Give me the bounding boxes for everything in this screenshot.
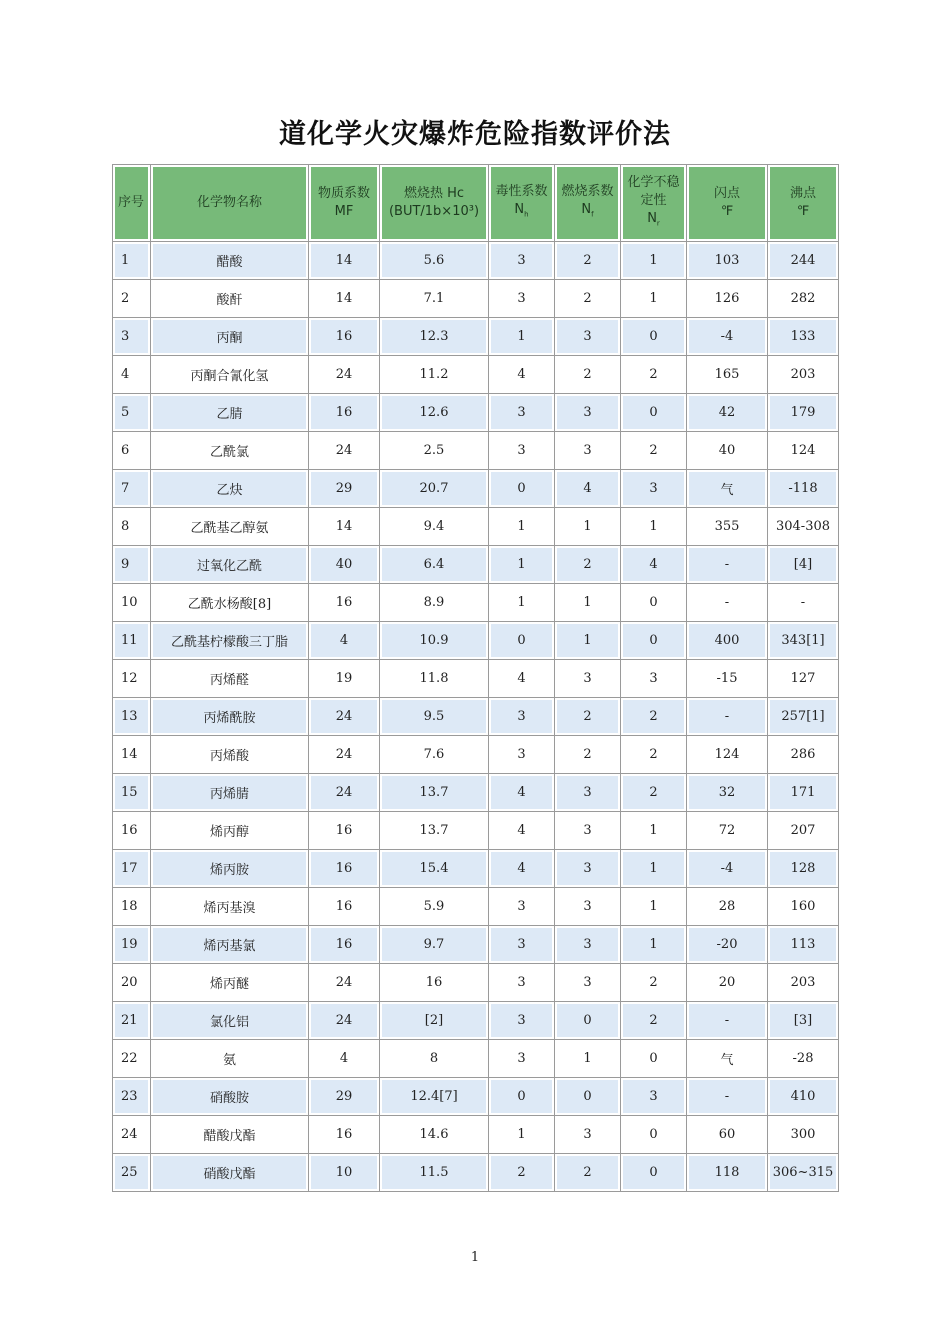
table-cell: 24 [309,774,380,812]
table-cell: 乙酰基柠檬酸三丁脂 [151,622,309,660]
table-cell: 丙烯酰胺 [151,698,309,736]
table-row [113,698,839,736]
column-header [555,165,621,242]
table-row [113,1078,839,1116]
table-cell: 203 [768,964,839,1002]
table-cell: 24 [309,964,380,1002]
table-row [113,926,839,964]
table-cell: 410 [768,1078,839,1116]
table-cell: 133 [768,318,839,356]
table-cell: - [687,1002,768,1040]
table-cell: 28 [687,888,768,926]
table-cell: 2 [555,546,621,584]
column-header [113,165,151,242]
table-cell: 2 [555,242,621,280]
table-cell: 4 [309,1040,380,1078]
table-cell: 3 [555,812,621,850]
table-cell: 3 [489,736,555,774]
table-cell: 3 [555,774,621,812]
table-header-row [113,165,839,242]
table-cell: 16 [380,964,489,1002]
table-cell: 9.7 [380,926,489,964]
table-cell: 6.4 [380,546,489,584]
table-cell: - [687,698,768,736]
table-cell: 3 [489,1040,555,1078]
table-cell: 124 [768,432,839,470]
table-cell: 3 [489,432,555,470]
table-cell: 硝酸戊酯 [151,1154,309,1192]
table-cell: 2 [621,432,687,470]
table-row [113,394,839,432]
table-cell: 19 [113,926,151,964]
table-cell: [4] [768,546,839,584]
table-cell: 11 [113,622,151,660]
table-cell: 0 [621,394,687,432]
table-cell: 355 [687,508,768,546]
table-cell: 2 [555,1154,621,1192]
table-cell: 24 [113,1116,151,1154]
table-cell: 24 [309,432,380,470]
table-cell: 16 [309,394,380,432]
table-cell: 3 [555,850,621,888]
table-cell: 2 [621,698,687,736]
table-cell: 14 [309,280,380,318]
column-header [687,165,768,242]
table-cell: 9.5 [380,698,489,736]
table-cell: - [687,584,768,622]
column-header [309,165,380,242]
table-row [113,242,839,280]
table-cell: 24 [309,736,380,774]
table-cell: 1 [621,242,687,280]
table-row [113,318,839,356]
table-cell: 343[1] [768,622,839,660]
table-cell: 16 [309,850,380,888]
table-cell: 0 [621,1116,687,1154]
table-cell: 42 [687,394,768,432]
column-header-line: 序号 [118,195,145,210]
table-cell: - [687,546,768,584]
table-cell: 2 [621,356,687,394]
table-cell: 7 [113,470,151,508]
table-cell: 16 [113,812,151,850]
table-cell: 207 [768,812,839,850]
table-cell: 0 [555,1078,621,1116]
table-cell: 3 [555,1116,621,1154]
table-cell: 过氧化乙酰 [151,546,309,584]
table-cell: 9.4 [380,508,489,546]
table-cell: 1 [555,584,621,622]
table-cell: 3 [489,242,555,280]
table-cell: 气 [687,470,768,508]
table-row [113,1002,839,1040]
table-cell: 2 [621,964,687,1002]
table-cell: 0 [621,1040,687,1078]
table-cell: 286 [768,736,839,774]
table-cell: 25 [113,1154,151,1192]
column-header [768,165,839,242]
table-cell: -15 [687,660,768,698]
table-cell: 3 [555,394,621,432]
table-cell: 4 [489,660,555,698]
table-row [113,1116,839,1154]
column-header-line: $N_f$ [581,201,594,219]
table-cell: 1 [489,318,555,356]
table-cell: 3 [489,698,555,736]
table-cell: -4 [687,850,768,888]
table-cell: 11.2 [380,356,489,394]
table-cell: 10 [113,584,151,622]
table-cell: 24 [309,698,380,736]
table-cell: 203 [768,356,839,394]
table-cell: 3 [489,1002,555,1040]
table-cell: 4 [113,356,151,394]
column-header-subscript: f [591,210,594,219]
table-cell: 乙酰水杨酸[8] [151,584,309,622]
column-header-line: ℉ [720,204,734,219]
column-header [489,165,555,242]
table-cell: 19 [309,660,380,698]
table-cell: 7.6 [380,736,489,774]
table-cell: 4 [309,622,380,660]
table-row [113,432,839,470]
table-cell: 1 [489,508,555,546]
table-cell: 16 [309,318,380,356]
table-cell: 24 [309,356,380,394]
table-cell: 16 [309,926,380,964]
table-cell: 165 [687,356,768,394]
column-header-subscript: r [656,219,660,228]
table-cell: 14 [309,508,380,546]
table-cell: 乙腈 [151,394,309,432]
table-cell: 20 [113,964,151,1002]
table-cell: 128 [768,850,839,888]
table-cell: 244 [768,242,839,280]
table-cell: 气 [687,1040,768,1078]
table-row [113,888,839,926]
table-row [113,584,839,622]
table-cell: 硝酸胺 [151,1078,309,1116]
column-header [621,165,687,242]
table-cell: 16 [309,1116,380,1154]
table-cell: 烯丙醚 [151,964,309,1002]
table-cell: 179 [768,394,839,432]
table-row [113,508,839,546]
table-cell: 2 [555,698,621,736]
table-cell: 5 [113,394,151,432]
table-cell: 2 [113,280,151,318]
table-cell: 2 [621,1002,687,1040]
table-cell: 0 [621,318,687,356]
table-cell: -4 [687,318,768,356]
table-row [113,736,839,774]
table-cell: 72 [687,812,768,850]
table-cell: 3 [621,470,687,508]
column-header-line: 化学不稳 [627,174,680,190]
table-cell: 氨 [151,1040,309,1078]
table-cell: 醋酸 [151,242,309,280]
table-cell: 12 [113,660,151,698]
table-cell: 15.4 [380,850,489,888]
table-cell: 17 [113,850,151,888]
table-cell: 1 [489,1116,555,1154]
table-row [113,470,839,508]
table-cell: 烯丙基溴 [151,888,309,926]
table-row [113,812,839,850]
table-cell: 8 [113,508,151,546]
chemical-index-table [112,164,839,1192]
table-cell: 3 [621,660,687,698]
table-cell: 8.9 [380,584,489,622]
table-cell: 16 [309,812,380,850]
table-cell: 3 [489,964,555,1002]
table-cell: 5.9 [380,888,489,926]
table-cell: 13 [113,698,151,736]
table-cell: 乙酰氯 [151,432,309,470]
table-cell: 4 [489,774,555,812]
table-cell: 20 [687,964,768,1002]
table-cell: 10.9 [380,622,489,660]
table-cell: 1 [621,280,687,318]
table-cell: 126 [687,280,768,318]
table-cell: 1 [621,888,687,926]
table-cell: 11.8 [380,660,489,698]
table-cell: 丙烯腈 [151,774,309,812]
table-cell: 1 [555,508,621,546]
table-cell: 3 [555,432,621,470]
table-cell: 2 [621,774,687,812]
table-cell: 2.5 [380,432,489,470]
table-row [113,622,839,660]
table-cell: [3] [768,1002,839,1040]
table-cell: 3 [555,660,621,698]
table-cell: 4 [489,850,555,888]
table-cell: 烯丙胺 [151,850,309,888]
table-cell: - [687,1078,768,1116]
table-cell: 24 [309,1002,380,1040]
table-cell: 2 [489,1154,555,1192]
table-cell: 171 [768,774,839,812]
table-cell: 23 [113,1078,151,1116]
table-cell: 118 [687,1154,768,1192]
table-cell: 29 [309,1078,380,1116]
table-cell: 0 [621,1154,687,1192]
table-cell: 2 [555,736,621,774]
table-cell: 4 [621,546,687,584]
table-cell: 304-308 [768,508,839,546]
table-cell: 3 [489,280,555,318]
table-cell: 20.7 [380,470,489,508]
table-cell: 160 [768,888,839,926]
table-cell: 1 [489,546,555,584]
table-cell: 丙酮合氰化氢 [151,356,309,394]
table-cell: 1 [621,926,687,964]
table-cell: 9 [113,546,151,584]
table-cell: 2 [555,356,621,394]
table-cell: [2] [380,1002,489,1040]
table-cell: 0 [621,584,687,622]
table-cell: 4 [489,356,555,394]
table-cell: 2 [621,736,687,774]
table-cell: 29 [309,470,380,508]
column-header-line: 定性 [640,192,667,208]
table-cell: 乙炔 [151,470,309,508]
table-cell: 13.7 [380,774,489,812]
column-header-line: $N_r$ [647,210,660,228]
table-cell: - [768,584,839,622]
table-cell: 5.6 [380,242,489,280]
column-header-line: $N_h$ [514,201,529,219]
column-header-line: ℉ [796,204,810,219]
table-cell: 14 [113,736,151,774]
page-number: 1 [470,1250,480,1265]
column-header-line: 物质系数 [317,186,370,201]
table-cell: 113 [768,926,839,964]
table-cell: -118 [768,470,839,508]
table-cell: 0 [489,1078,555,1116]
table-cell: 1 [621,508,687,546]
column-header-line: 燃烧热 Hc [403,186,465,201]
table-row [113,356,839,394]
table-cell: 1 [621,850,687,888]
table-cell: 2 [555,280,621,318]
table-cell: 40 [309,546,380,584]
column-header-line: 化学物名称 [196,195,262,210]
table-cell: 0 [621,622,687,660]
table-cell: 10 [309,1154,380,1192]
table-cell: 282 [768,280,839,318]
table-row [113,1154,839,1192]
column-header [380,165,489,242]
table-cell: 3 [555,964,621,1002]
table-cell: 3 [555,926,621,964]
table-cell: 8 [380,1040,489,1078]
table-cell: 3 [113,318,151,356]
column-header-line: 燃烧系数 [561,183,614,199]
table-cell: 300 [768,1116,839,1154]
table-cell: 1 [489,584,555,622]
table-cell: 1 [621,812,687,850]
table-row [113,280,839,318]
table-cell: -28 [768,1040,839,1078]
table-cell: 1 [113,242,151,280]
table-row [113,850,839,888]
table-cell: 12.3 [380,318,489,356]
column-header-line: 闪点 [713,186,740,201]
table-cell: 16 [309,584,380,622]
table-cell: 40 [687,432,768,470]
table-cell: 乙酰基乙醇氨 [151,508,309,546]
table-cell: 16 [309,888,380,926]
table-row [113,964,839,1002]
table-row [113,1040,839,1078]
table-cell: 丙烯醛 [151,660,309,698]
table-row [113,774,839,812]
table-cell: 60 [687,1116,768,1154]
table-cell: 1 [555,622,621,660]
table-cell: 酸酐 [151,280,309,318]
table-cell: 3 [621,1078,687,1116]
table-cell: 22 [113,1040,151,1078]
table-cell: 103 [687,242,768,280]
table-row [113,660,839,698]
table-cell: -20 [687,926,768,964]
table-cell: 12.4[7] [380,1078,489,1116]
table-cell: 4 [555,470,621,508]
table-body [113,242,839,1192]
table-cell: 3 [555,888,621,926]
table-cell: 7.1 [380,280,489,318]
column-header-subscript: h [524,210,529,219]
table-cell: 127 [768,660,839,698]
table-cell: 6 [113,432,151,470]
table-cell: 14 [309,242,380,280]
page-title: 道化学火灾爆炸危险指数评价法 [279,119,671,150]
table-cell: 14.6 [380,1116,489,1154]
table-cell: 257[1] [768,698,839,736]
table-cell: 12.6 [380,394,489,432]
table-cell: 0 [489,470,555,508]
table-cell: 丙烯酸 [151,736,309,774]
table-cell: 1 [555,1040,621,1078]
table-cell: 3 [489,394,555,432]
table-cell: 32 [687,774,768,812]
table-cell: 11.5 [380,1154,489,1192]
table-cell: 18 [113,888,151,926]
table-cell: 400 [687,622,768,660]
table-cell: 烯丙基氯 [151,926,309,964]
table-cell: 4 [489,812,555,850]
column-header-line: (BUT/1b×10³) [388,204,480,219]
table-cell: 13.7 [380,812,489,850]
table-cell: 21 [113,1002,151,1040]
column-header-line: MF [334,204,354,219]
table-cell: 丙酮 [151,318,309,356]
column-header [151,165,309,242]
table-cell: 0 [489,622,555,660]
table-cell: 烯丙醇 [151,812,309,850]
table-cell: 氯化铝 [151,1002,309,1040]
table-cell: 124 [687,736,768,774]
table-cell: 0 [555,1002,621,1040]
table-cell: 15 [113,774,151,812]
column-header-line: 毒性系数 [495,183,548,199]
column-header-line: 沸点 [789,186,816,201]
table-row [113,546,839,584]
table-cell: 3 [489,926,555,964]
table-cell: 306~315 [768,1154,839,1192]
table-cell: 3 [489,888,555,926]
table-cell: 3 [555,318,621,356]
table-cell: 醋酸戊酯 [151,1116,309,1154]
